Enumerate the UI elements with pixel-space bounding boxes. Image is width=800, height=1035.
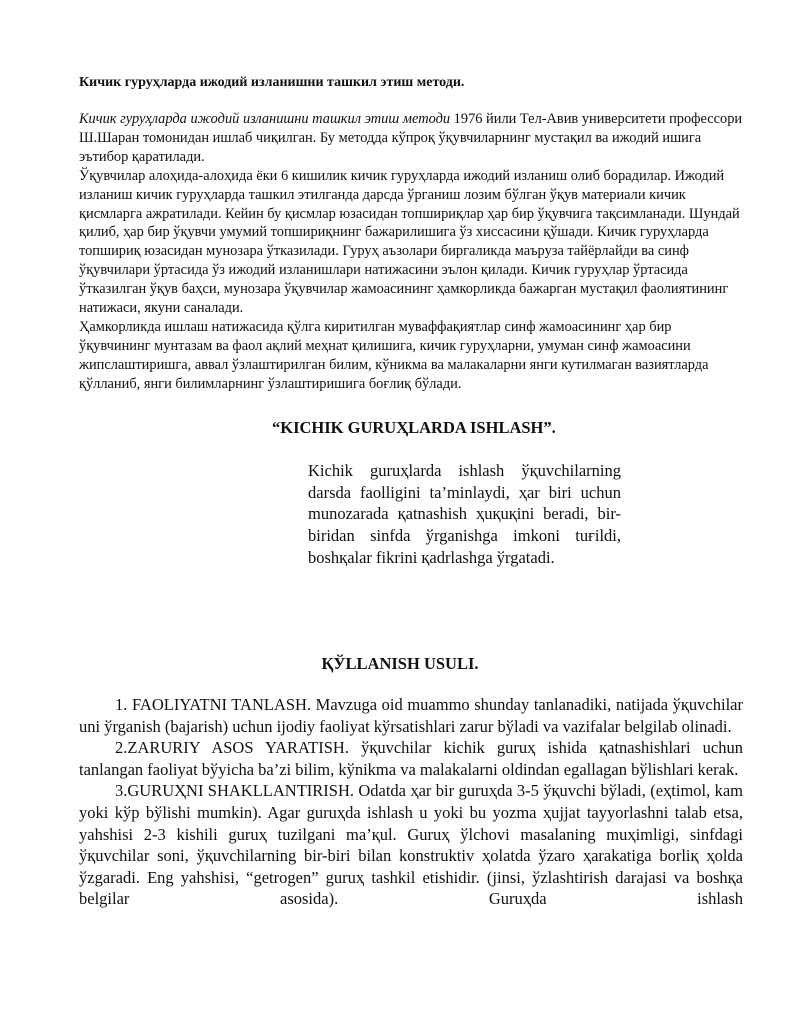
intro-text xyxy=(79,110,745,394)
step-item-1: 1. FAOLIYATNI TANLASH. Mavzuga oid muammo shunday tanlanadiki, natijada ўқuvchilar uni ўrganish (bajarish) uchun ijodiy faoliyat kўrsatishlari zarur bўladi va vazifalar belgilab olinadi. xyxy=(79,695,743,736)
intro-paragraph-3: Ҳамкорликда ишлаш натижасида қўлга киритилган муваффақиятлар синф жамоасининг ҳар бир ўқувчининг мунтазам ва фаол ақлий меҳнат қилишига, кичик гуруҳларни, умуман синф жамоасини жипслаштиришга, аввал ўзлаштирилган билим, кўникма ва малакаларни янги кутилмаган вазиятларда қўлланиб, янги билимларнинг ўзлаштиришига боғлиқ бўлади. xyxy=(79,318,709,392)
intro-paragraph-2: Ўқувчилар алоҳида-алоҳида ёки 6 кишилик кичик гуруҳларда ижодий изланиш олиб борадилар. Ижодий изланиш кичик гуруҳларда ташкил этилганда дарсда ўрганиш лозим бўлган ўқув материали кичик қисмларга ажратилади. Кейин бу қисмлар юзасидан топшириқлар ҳар бир ўқувчига тақсимланади. Шундай қилиб, ҳар бир ўқувчи умумий топшириқнинг бажарилишига ўз хиссасини қўшади. Кичик гуруҳларда топшириқ юзасидан мунозара ўтказилади. Гуруҳ аъзолари биргаликда маъруза тайёрлайди ва синф ўқувчилари ўртасида ўз ижодий изланишлари натижасини эълон қилади. Кичик гуруҳлар ўртасида ўтказилган ўқув баҳси, мунозара ўқувчилар жамоасининг ҳамкорликда бажарган мустақил фаолиятининг натижаси, якуни саналади. xyxy=(79,167,740,317)
method-name: Кичик гуруҳларда ижодий изланишни ташкил этиш методи xyxy=(79,111,451,127)
intro-paragraph-1 xyxy=(79,110,745,167)
heading-dot: . xyxy=(474,654,479,673)
steps-list xyxy=(79,694,743,910)
section-heading-small-groups-text: KICHIK GURUҲLARDA ISHLASH”. xyxy=(280,418,556,437)
section-heading-small-groups xyxy=(272,417,712,439)
section-heading-usage-method xyxy=(0,653,800,675)
step-item-3: 3.GURUҲNI SHAKLLANTIRISH. Odatda ҳar bir guruҳda 3-5 ўқuvchi bўladi, (eҳtimol, kam yoki kўp bўlishi mumkin). Agar guruҳda ishlash u yoki bu yozma ҳujjat tayyorlashni talab etsa, yahshisi 2-3 kishili guruҳ tuzilgani ma’қul. Guruҳ ўlchovi masalaning muҳimligi, sinfdagi ўқuvchilar soni, ўқuvchilarning bir-biri bilan konstruktiv ҳolatda ўzaro ҳarakatiga borliқ ҳolda ўzgaradi. Eng yahshisi, “getrogen” guruҳ tashkil etishidir. (jinsi, ўzlashtirish darajasi va boshқa belgilar asosida). Guruҳda ishlash xyxy=(79,781,743,909)
page-heading: Кичик гуруҳларда ижодий изланишни ташкил этиш методи. xyxy=(79,75,465,90)
intro-paragraph-1-rest: 1976 йили Тел-Авив университети профессори Ш.Шаран томонидан ишлаб чиқилган. Бу методда кўпроқ ўқувчиларнинг мустақил ва ижодий ишига эътибор қаратилади. xyxy=(79,111,743,165)
step-item-2: 2.ZARURIY ASOS YARATISH. ўқuvchilar kichik guruҳ ishida қatnashishlari uchun tanlangan faoliyat bўyicha ba’zi bilim, kўnikma va malakalarni oldindan egallagan bўlishlari kerak. xyxy=(79,738,743,779)
small-groups-description: Kichik guruҳlarda ishlash ўқuvchilarning darsda faolligini ta’minlaydi, ҳar biri uchun munozarada қatnashish ҳuқuқini beradi, bir-biridan sinfda ўrganishga imkoni tuғildi, boshқalar fikrini қadrlashga ўrgatadi. xyxy=(308,461,621,567)
section-heading-usage-method-text: ҚЎLLANISH USULI xyxy=(321,654,475,673)
open-quote: “ xyxy=(272,418,281,437)
